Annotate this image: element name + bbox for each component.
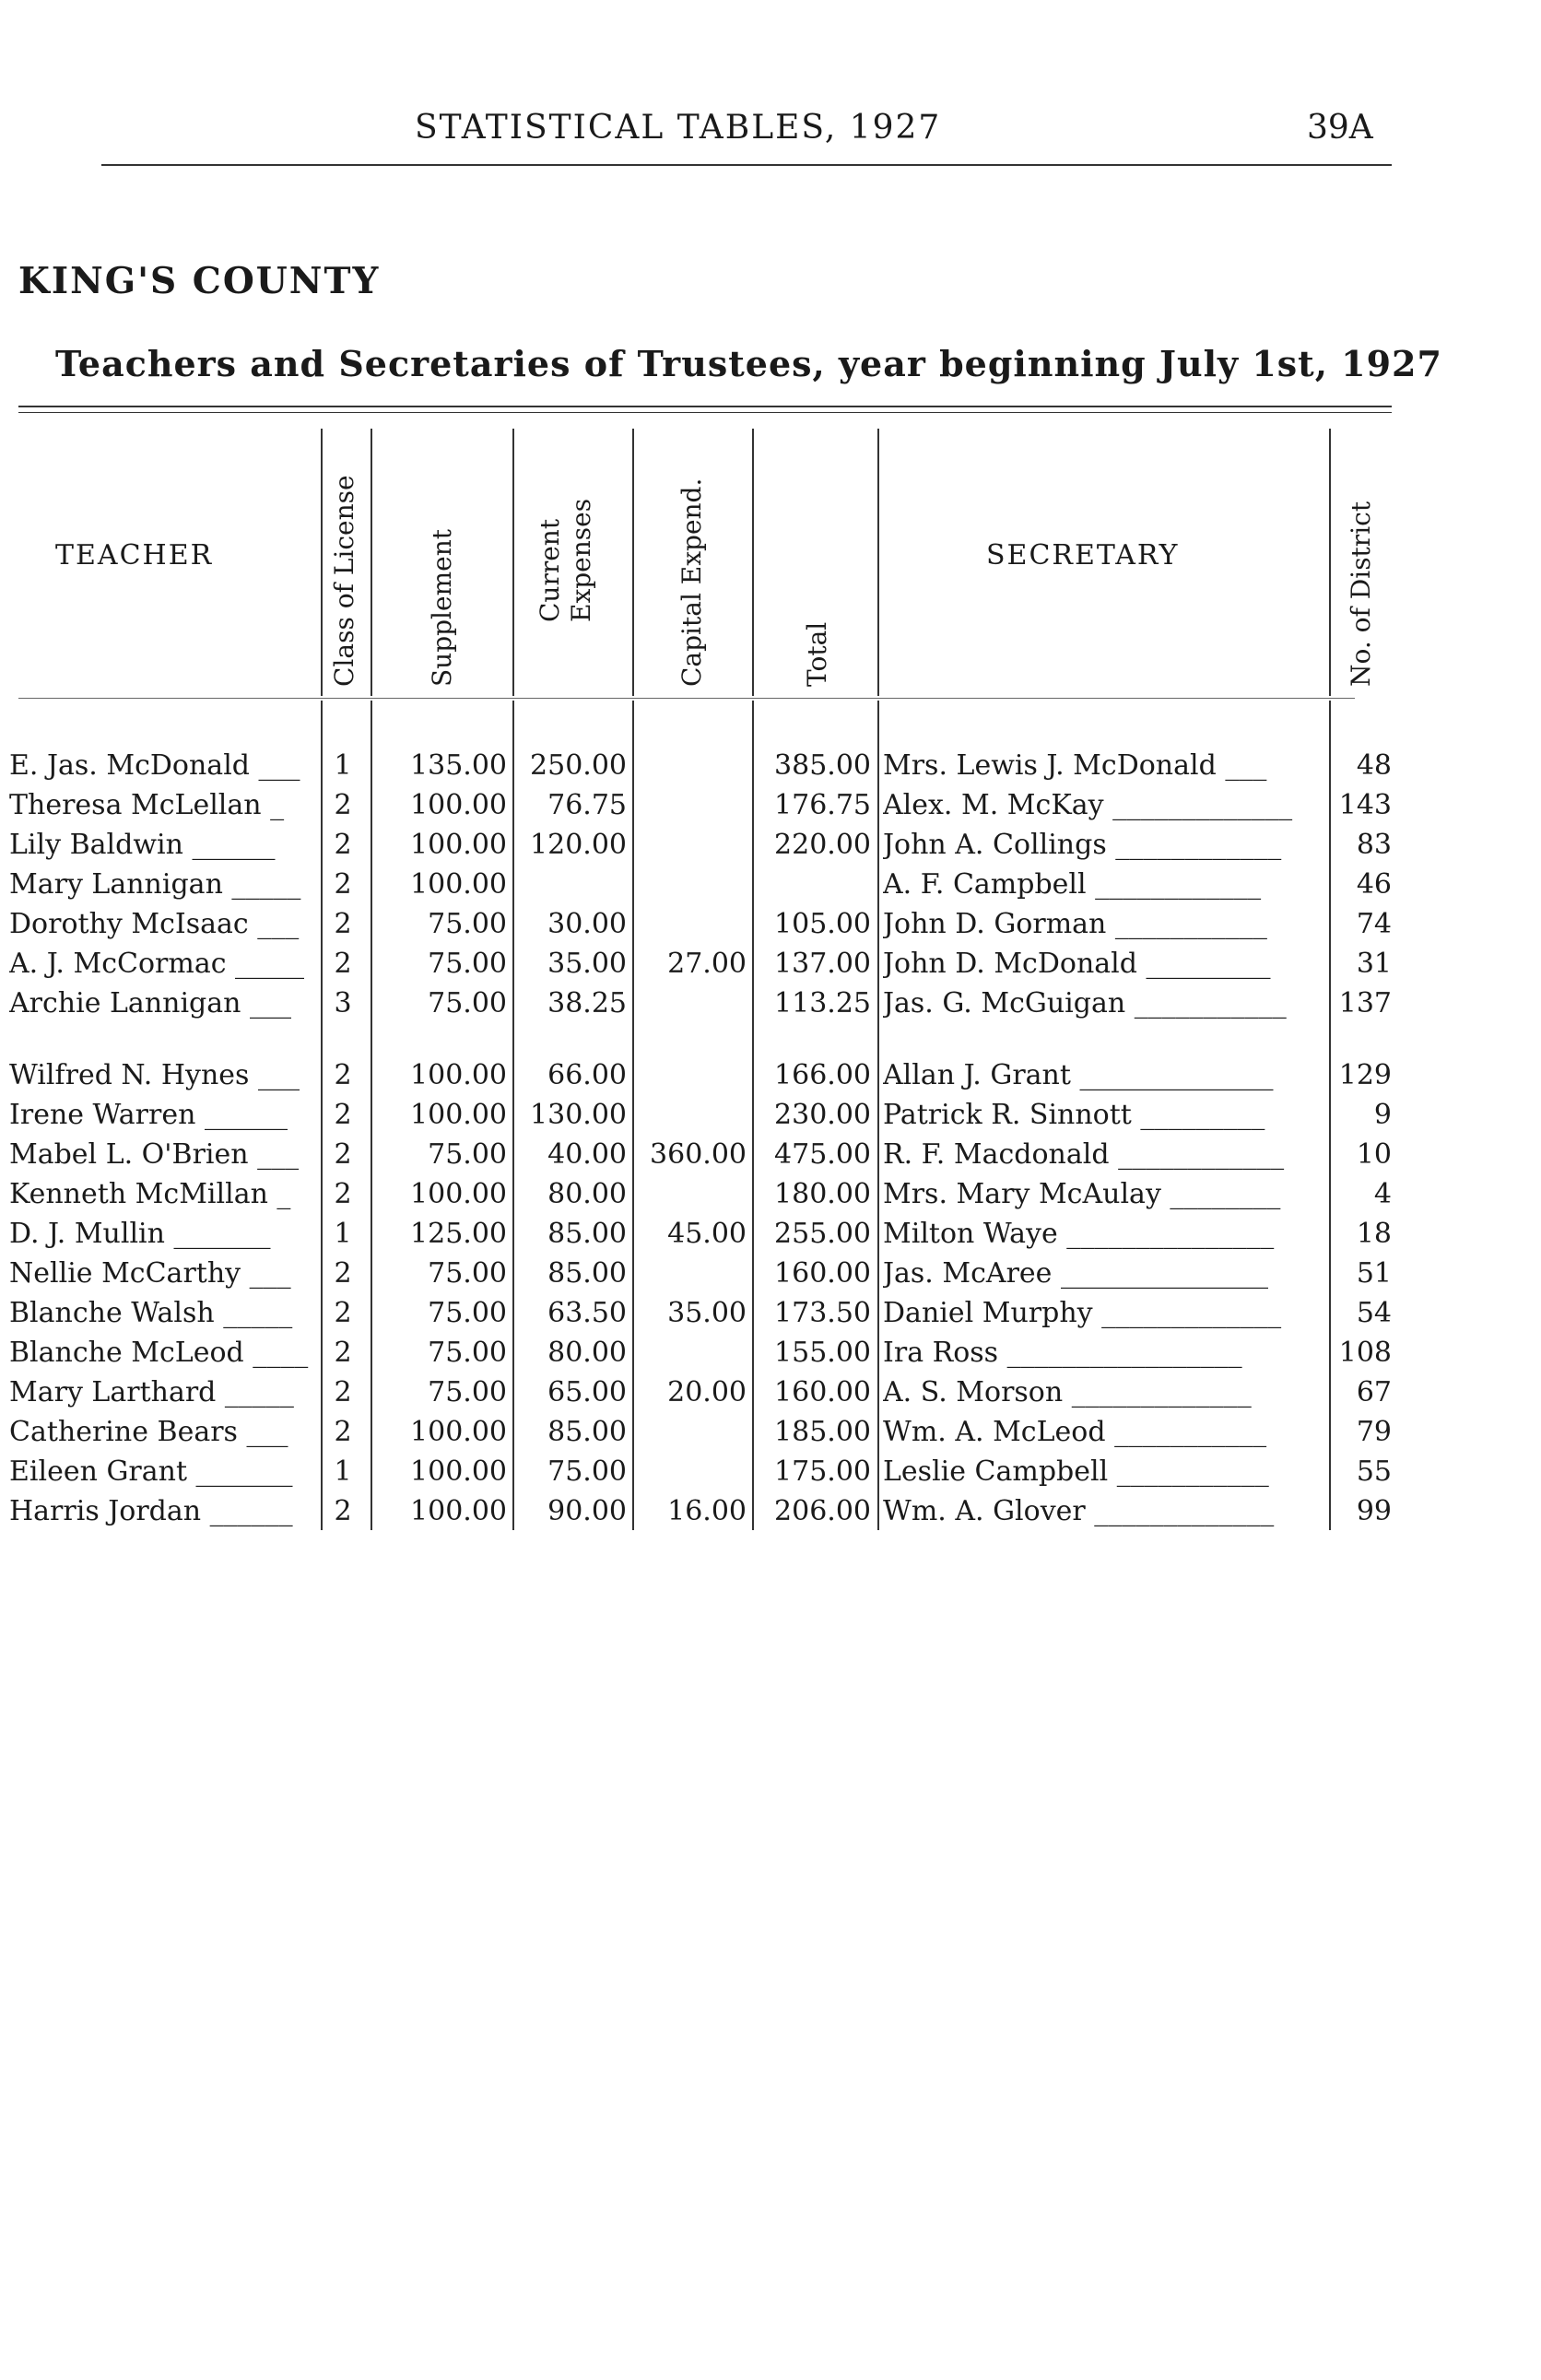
cell-current-expenses: 35.00 xyxy=(547,948,627,980)
cell-class-of-license: 2 xyxy=(334,829,352,861)
cell-class-of-license: 2 xyxy=(334,948,352,980)
cell-capital-expend: 360.00 xyxy=(650,1138,747,1171)
cell-supplement: 100.00 xyxy=(410,1495,507,1527)
header-current-line1: Current xyxy=(535,518,565,622)
cell-teacher: A. J. McCormac _____ xyxy=(9,948,305,980)
cell-no-of-district: 137 xyxy=(1338,987,1392,1019)
cell-secretary: R. F. Macdonald ____________ xyxy=(883,1138,1285,1171)
cell-total: 176.75 xyxy=(774,789,871,821)
header-total: Total xyxy=(802,621,832,687)
cell-class-of-license: 2 xyxy=(334,1495,352,1527)
table-top-rule-thin xyxy=(18,412,1392,413)
cell-teacher: E. Jas. McDonald ___ xyxy=(9,749,300,782)
table-row xyxy=(0,747,1541,785)
cell-teacher: Harris Jordan ______ xyxy=(9,1495,293,1527)
cell-no-of-district: 46 xyxy=(1356,868,1392,901)
table-row xyxy=(0,905,1541,944)
cell-secretary: Milton Waye _______________ xyxy=(883,1218,1275,1250)
cell-supplement: 135.00 xyxy=(410,749,507,782)
header-current-expenses xyxy=(535,499,597,622)
table-row xyxy=(0,1215,1541,1254)
cell-total: 160.00 xyxy=(774,1376,871,1408)
table-row xyxy=(0,1453,1541,1491)
cell-class-of-license: 1 xyxy=(334,749,352,782)
table-row xyxy=(0,1492,1541,1531)
cell-no-of-district: 99 xyxy=(1356,1495,1392,1527)
cell-class-of-license: 2 xyxy=(334,789,352,821)
cell-supplement: 75.00 xyxy=(428,1138,507,1171)
cell-supplement: 100.00 xyxy=(410,789,507,821)
cell-secretary: Allan J. Grant ______________ xyxy=(883,1059,1274,1091)
col-divider xyxy=(877,429,879,696)
cell-secretary: Wm. A. Glover _____________ xyxy=(883,1495,1275,1527)
cell-no-of-district: 79 xyxy=(1356,1416,1392,1448)
cell-secretary: Alex. M. McKay _____________ xyxy=(883,789,1293,821)
cell-class-of-license: 2 xyxy=(334,1416,352,1448)
table-row xyxy=(0,1056,1541,1095)
cell-supplement: 100.00 xyxy=(410,1099,507,1131)
cell-current-expenses: 85.00 xyxy=(547,1416,627,1448)
cell-teacher: Nellie McCarthy ___ xyxy=(9,1257,291,1290)
cell-current-expenses: 63.50 xyxy=(547,1297,627,1329)
cell-teacher: Catherine Bears ___ xyxy=(9,1416,288,1448)
cell-teacher: Mary Lannigan _____ xyxy=(9,868,301,901)
cell-class-of-license: 2 xyxy=(334,1099,352,1131)
cell-secretary: Wm. A. McLeod ___________ xyxy=(883,1416,1267,1448)
table-row xyxy=(0,1136,1541,1174)
cell-total: 113.25 xyxy=(774,987,871,1019)
table-row xyxy=(0,1096,1541,1135)
cell-current-expenses: 85.00 xyxy=(547,1218,627,1250)
cell-current-expenses: 75.00 xyxy=(547,1455,627,1488)
cell-current-expenses: 130.00 xyxy=(530,1099,627,1131)
cell-class-of-license: 2 xyxy=(334,1297,352,1329)
cell-secretary: John D. McDonald _________ xyxy=(883,948,1271,980)
cell-no-of-district: 51 xyxy=(1356,1257,1392,1290)
cell-no-of-district: 143 xyxy=(1338,789,1392,821)
cell-no-of-district: 9 xyxy=(1373,1099,1392,1131)
county-title: KING'S COUNTY xyxy=(18,260,381,302)
cell-teacher: Archie Lannigan ___ xyxy=(9,987,292,1019)
table-row xyxy=(0,786,1541,825)
cell-total: 166.00 xyxy=(774,1059,871,1091)
cell-no-of-district: 108 xyxy=(1338,1337,1392,1369)
cell-class-of-license: 2 xyxy=(334,1178,352,1210)
cell-supplement: 100.00 xyxy=(410,1455,507,1488)
cell-secretary: Jas. McAree _______________ xyxy=(883,1257,1268,1290)
cell-total: 255.00 xyxy=(774,1218,871,1250)
col-divider xyxy=(752,429,754,696)
cell-current-expenses: 90.00 xyxy=(547,1495,627,1527)
cell-class-of-license: 1 xyxy=(334,1455,352,1488)
header-supplement: Supplement xyxy=(427,529,457,687)
header-capital-expend: Capital Expend. xyxy=(676,477,707,687)
cell-supplement: 75.00 xyxy=(428,1376,507,1408)
cell-secretary: Daniel Murphy _____________ xyxy=(883,1297,1282,1329)
cell-supplement: 100.00 xyxy=(410,829,507,861)
cell-total: 475.00 xyxy=(774,1138,871,1171)
cell-teacher: Theresa McLellan _ xyxy=(9,789,285,821)
cell-total: 185.00 xyxy=(774,1416,871,1448)
cell-total: 155.00 xyxy=(774,1337,871,1369)
cell-class-of-license: 2 xyxy=(334,1138,352,1171)
cell-capital-expend: 16.00 xyxy=(667,1495,747,1527)
cell-supplement: 100.00 xyxy=(410,1178,507,1210)
cell-class-of-license: 3 xyxy=(334,987,352,1019)
cell-total: 175.00 xyxy=(774,1455,871,1488)
cell-secretary: A. S. Morson _____________ xyxy=(883,1376,1252,1408)
table-row xyxy=(0,1175,1541,1214)
header-secretary: SECRETARY xyxy=(986,539,1180,571)
cell-teacher: Lily Baldwin ______ xyxy=(9,829,276,861)
col-divider xyxy=(632,429,634,696)
col-divider xyxy=(371,429,372,696)
cell-capital-expend: 20.00 xyxy=(667,1376,747,1408)
table-row xyxy=(0,1294,1541,1333)
cell-total: 180.00 xyxy=(774,1178,871,1210)
cell-class-of-license: 2 xyxy=(334,1059,352,1091)
table-row xyxy=(0,1255,1541,1293)
cell-capital-expend: 27.00 xyxy=(667,948,747,980)
cell-teacher: Blanche McLeod ____ xyxy=(9,1337,309,1369)
cell-class-of-license: 2 xyxy=(334,1337,352,1369)
cell-current-expenses: 250.00 xyxy=(530,749,627,782)
cell-supplement: 75.00 xyxy=(428,1337,507,1369)
cell-teacher: Blanche Walsh _____ xyxy=(9,1297,293,1329)
cell-no-of-district: 10 xyxy=(1356,1138,1392,1171)
col-divider xyxy=(1329,429,1331,696)
cell-no-of-district: 54 xyxy=(1356,1297,1392,1329)
cell-teacher: Mary Larthard _____ xyxy=(9,1376,294,1408)
cell-class-of-license: 2 xyxy=(334,908,352,940)
running-head-rule xyxy=(101,164,1392,166)
cell-current-expenses: 80.00 xyxy=(547,1178,627,1210)
cell-no-of-district: 18 xyxy=(1356,1218,1392,1250)
cell-secretary: A. F. Campbell ____________ xyxy=(883,868,1262,901)
cell-total: 160.00 xyxy=(774,1257,871,1290)
cell-teacher: Irene Warren ______ xyxy=(9,1099,288,1131)
cell-no-of-district: 83 xyxy=(1356,829,1392,861)
table-body xyxy=(0,701,1541,1530)
cell-current-expenses: 85.00 xyxy=(547,1257,627,1290)
header-teacher: TEACHER xyxy=(55,539,214,571)
cell-total: 220.00 xyxy=(774,829,871,861)
cell-current-expenses: 120.00 xyxy=(530,829,627,861)
cell-supplement: 75.00 xyxy=(428,987,507,1019)
cell-supplement: 75.00 xyxy=(428,908,507,940)
cell-current-expenses: 30.00 xyxy=(547,908,627,940)
cell-total: 230.00 xyxy=(774,1099,871,1131)
cell-supplement: 100.00 xyxy=(410,1059,507,1091)
cell-teacher: Mabel L. O'Brien ___ xyxy=(9,1138,300,1171)
cell-teacher: Wilfred N. Hynes ___ xyxy=(9,1059,300,1091)
cell-class-of-license: 2 xyxy=(334,1376,352,1408)
cell-supplement: 125.00 xyxy=(410,1218,507,1250)
cell-capital-expend: 45.00 xyxy=(667,1218,747,1250)
table-row xyxy=(0,945,1541,984)
cell-secretary: Mrs. Lewis J. McDonald ___ xyxy=(883,749,1267,782)
table-row xyxy=(0,826,1541,865)
table-row xyxy=(0,1413,1541,1452)
cell-total: 105.00 xyxy=(774,908,871,940)
running-title: STATISTICAL TABLES, 1927 xyxy=(415,109,942,147)
table-top-rule xyxy=(18,406,1392,407)
header-class-of-license: Class of License xyxy=(329,475,359,687)
cell-current-expenses: 38.25 xyxy=(547,987,627,1019)
cell-class-of-license: 2 xyxy=(334,868,352,901)
cell-teacher: Kenneth McMillan _ xyxy=(9,1178,291,1210)
cell-total: 173.50 xyxy=(774,1297,871,1329)
cell-no-of-district: 31 xyxy=(1356,948,1392,980)
cell-secretary: Ira Ross _________________ xyxy=(883,1337,1242,1369)
cell-class-of-license: 1 xyxy=(334,1218,352,1250)
cell-supplement: 100.00 xyxy=(410,868,507,901)
cell-class-of-license: 2 xyxy=(334,1257,352,1290)
cell-current-expenses: 40.00 xyxy=(547,1138,627,1171)
cell-no-of-district: 129 xyxy=(1338,1059,1392,1091)
cell-teacher: Dorothy McIsaac ___ xyxy=(9,908,300,940)
cell-no-of-district: 55 xyxy=(1356,1455,1392,1488)
table-row xyxy=(0,984,1541,1023)
cell-supplement: 100.00 xyxy=(410,1416,507,1448)
running-head xyxy=(0,109,1541,155)
header-bottom-rule xyxy=(18,698,1355,699)
cell-supplement: 75.00 xyxy=(428,1257,507,1290)
cell-current-expenses: 65.00 xyxy=(547,1376,627,1408)
cell-teacher: Eileen Grant _______ xyxy=(9,1455,293,1488)
cell-secretary: John A. Collings ____________ xyxy=(883,829,1282,861)
cell-no-of-district: 48 xyxy=(1356,749,1392,782)
cell-secretary: John D. Gorman ___________ xyxy=(883,908,1267,940)
cell-total: 385.00 xyxy=(774,749,871,782)
page-number: 39A xyxy=(1307,109,1373,147)
header-no-of-district: No. of District xyxy=(1346,501,1376,687)
table-row xyxy=(0,1334,1541,1373)
col-divider xyxy=(512,429,514,696)
cell-supplement: 75.00 xyxy=(428,948,507,980)
cell-secretary: Patrick R. Sinnott _________ xyxy=(883,1099,1265,1131)
cell-supplement: 75.00 xyxy=(428,1297,507,1329)
cell-no-of-district: 4 xyxy=(1373,1178,1392,1210)
cell-current-expenses: 80.00 xyxy=(547,1337,627,1369)
table-header xyxy=(0,419,1541,696)
cell-current-expenses: 66.00 xyxy=(547,1059,627,1091)
table-row xyxy=(0,866,1541,904)
col-divider xyxy=(321,429,323,696)
cell-no-of-district: 67 xyxy=(1356,1376,1392,1408)
cell-current-expenses: 76.75 xyxy=(547,789,627,821)
cell-teacher: D. J. Mullin _______ xyxy=(9,1218,271,1250)
cell-secretary: Mrs. Mary McAulay ________ xyxy=(883,1178,1281,1210)
header-current-line2: Expenses xyxy=(566,498,596,622)
table-row xyxy=(0,1373,1541,1412)
cell-capital-expend: 35.00 xyxy=(667,1297,747,1329)
cell-total: 206.00 xyxy=(774,1495,871,1527)
cell-secretary: Leslie Campbell ___________ xyxy=(883,1455,1269,1488)
cell-total: 137.00 xyxy=(774,948,871,980)
cell-secretary: Jas. G. McGuigan ___________ xyxy=(883,987,1287,1019)
table-caption: Teachers and Secretaries of Trustees, year beginning July 1st, 1927 xyxy=(55,343,1442,384)
cell-no-of-district: 74 xyxy=(1356,908,1392,940)
